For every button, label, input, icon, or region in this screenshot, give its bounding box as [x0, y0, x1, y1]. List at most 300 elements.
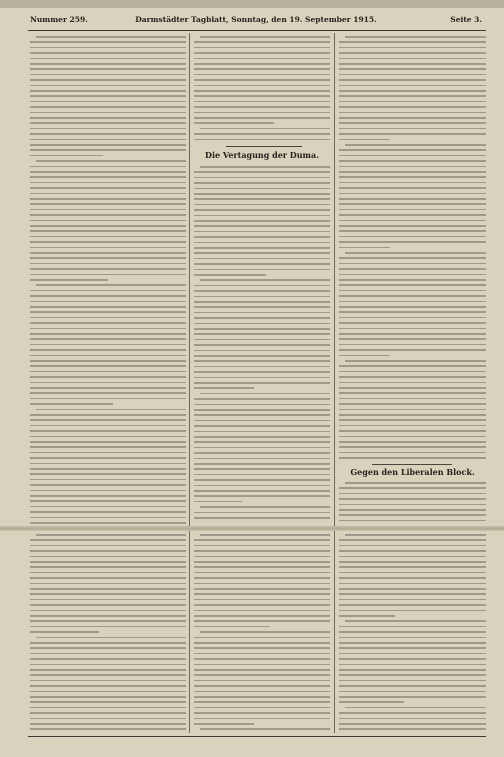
text-line — [194, 366, 330, 368]
text-line — [194, 593, 330, 595]
text-line — [339, 284, 486, 286]
text-line — [30, 338, 186, 340]
text-line — [30, 500, 186, 502]
masthead-date: Darmstädter Tagblatt, Sonntag, den 19. September 1915. — [135, 15, 377, 24]
text-line — [30, 274, 186, 276]
text-line — [194, 637, 330, 639]
text-line — [30, 626, 186, 628]
text-line — [194, 658, 330, 660]
text-line — [339, 203, 486, 205]
text-line — [30, 79, 186, 81]
text-line — [194, 122, 274, 124]
text-line — [30, 149, 186, 151]
text-line — [339, 514, 486, 516]
text-line — [30, 52, 186, 54]
text-line — [194, 177, 330, 179]
text-line — [194, 626, 270, 628]
text-line — [194, 382, 330, 384]
text-line — [339, 674, 486, 676]
text-line — [194, 501, 242, 503]
text-line — [30, 90, 186, 92]
text-line — [339, 712, 486, 714]
text-line — [339, 452, 486, 454]
text-line — [30, 457, 186, 459]
text-line — [36, 160, 186, 162]
text-line — [30, 398, 186, 400]
text-line — [30, 101, 186, 103]
text-line — [194, 204, 330, 206]
text-line — [200, 534, 330, 536]
text-line — [339, 631, 486, 633]
text-line — [194, 301, 330, 303]
text-line — [30, 182, 186, 184]
text-line — [30, 452, 186, 454]
text-line — [339, 257, 486, 259]
text-line — [339, 349, 486, 351]
text-line — [339, 545, 486, 547]
text-line — [36, 284, 186, 286]
text-line — [194, 653, 330, 655]
text-line — [339, 198, 486, 200]
issue-number: Nummer 259. — [30, 15, 88, 24]
text-line — [30, 446, 186, 448]
text-line — [194, 63, 330, 65]
text-line — [30, 685, 186, 687]
text-line — [194, 479, 330, 481]
text-line — [30, 610, 186, 612]
text-line — [30, 517, 186, 519]
text-line — [339, 403, 486, 405]
text-line — [200, 166, 330, 168]
footer-rule — [28, 736, 486, 737]
text-line — [30, 539, 186, 541]
text-line — [30, 425, 186, 427]
text-line — [30, 95, 186, 97]
text-line — [194, 718, 330, 720]
text-line — [339, 398, 486, 400]
text-line — [30, 696, 186, 698]
text-line — [200, 728, 330, 730]
text-line — [30, 566, 186, 568]
text-line — [30, 360, 186, 362]
text-line — [30, 247, 186, 249]
text-line — [339, 626, 486, 628]
text-line — [194, 398, 330, 400]
text-line — [30, 355, 186, 357]
text-line — [194, 344, 330, 346]
text-line — [339, 577, 486, 579]
text-line — [339, 58, 486, 60]
text-line — [194, 545, 330, 547]
text-line — [194, 463, 330, 465]
text-line — [345, 36, 486, 38]
text-line — [339, 85, 486, 87]
text-line — [194, 360, 330, 362]
text-line — [30, 615, 186, 617]
text-line — [194, 452, 330, 454]
text-line — [30, 203, 186, 205]
text-line — [339, 498, 486, 500]
text-line — [339, 122, 486, 124]
text-line — [339, 615, 395, 617]
text-line — [339, 133, 486, 135]
text-line — [30, 701, 186, 703]
text-line — [30, 653, 186, 655]
text-line — [30, 588, 186, 590]
text-line — [30, 658, 186, 660]
text-line — [30, 620, 186, 622]
text-line — [30, 545, 186, 547]
text-line — [30, 387, 186, 389]
text-line — [194, 712, 330, 714]
text-line — [194, 517, 330, 519]
text-line — [200, 36, 330, 38]
text-line — [194, 133, 330, 135]
text-line — [194, 258, 330, 260]
text-line — [339, 301, 486, 303]
text-line — [339, 209, 486, 211]
text-line — [194, 387, 254, 389]
text-line — [345, 252, 486, 254]
text-line — [194, 231, 330, 233]
text-line — [30, 506, 186, 508]
text-line — [194, 106, 330, 108]
text-line — [194, 41, 330, 43]
column-separator — [334, 33, 335, 733]
text-line — [194, 317, 330, 319]
text-line — [194, 247, 330, 249]
text-line — [30, 252, 186, 254]
text-line — [36, 36, 186, 38]
text-line — [339, 647, 486, 649]
text-line — [194, 58, 330, 60]
heading-rule — [372, 464, 452, 465]
text-line — [194, 355, 330, 357]
text-line — [194, 642, 330, 644]
text-line — [30, 723, 186, 725]
text-line — [339, 176, 486, 178]
text-line — [339, 599, 486, 601]
text-line — [194, 420, 330, 422]
text-line — [194, 685, 330, 687]
text-line — [339, 539, 486, 541]
text-line — [194, 599, 330, 601]
text-line — [194, 285, 330, 287]
text-line — [30, 441, 186, 443]
text-line — [339, 696, 486, 698]
text-line — [30, 577, 186, 579]
text-line — [339, 604, 486, 606]
text-line — [345, 482, 486, 484]
text-line — [339, 90, 486, 92]
text-line — [30, 306, 186, 308]
text-line — [30, 484, 186, 486]
text-line — [194, 79, 330, 81]
text-line — [194, 707, 330, 709]
text-line — [194, 323, 330, 325]
text-line — [339, 419, 486, 421]
text-line — [339, 572, 486, 574]
text-line — [194, 274, 266, 276]
text-line — [339, 344, 486, 346]
text-line — [339, 637, 486, 639]
text-line — [339, 685, 486, 687]
column-separator — [189, 33, 190, 733]
text-line — [339, 610, 486, 612]
text-line — [339, 41, 486, 43]
text-line — [339, 550, 486, 552]
text-line — [30, 344, 186, 346]
text-line — [194, 296, 330, 298]
text-line — [339, 425, 486, 427]
text-line — [30, 349, 186, 351]
text-line — [339, 446, 486, 448]
text-line — [339, 392, 486, 394]
text-line — [194, 290, 330, 292]
text-line — [339, 593, 486, 595]
text-line — [339, 160, 486, 162]
text-line — [194, 182, 330, 184]
text-line — [194, 674, 330, 676]
text-line — [339, 365, 486, 367]
text-line — [194, 193, 330, 195]
text-line — [194, 610, 330, 612]
text-line — [194, 696, 330, 698]
text-line — [30, 214, 186, 216]
text-line — [339, 68, 486, 70]
text-line — [194, 550, 330, 552]
text-line — [194, 117, 330, 119]
text-line — [30, 311, 186, 313]
text-line — [339, 182, 486, 184]
text-line — [194, 101, 330, 103]
text-line — [339, 382, 486, 384]
text-line — [345, 620, 486, 622]
text-line — [30, 522, 186, 524]
text-line — [30, 376, 186, 378]
text-line — [339, 642, 486, 644]
text-line — [30, 604, 186, 606]
text-line — [339, 653, 486, 655]
text-line — [30, 187, 186, 189]
text-line — [339, 149, 486, 151]
text-line — [339, 430, 486, 432]
text-line — [339, 457, 486, 459]
text-line — [339, 355, 390, 357]
text-line — [30, 382, 186, 384]
text-line — [30, 171, 186, 173]
text-line — [30, 572, 186, 574]
text-line — [339, 556, 486, 558]
text-line — [194, 350, 330, 352]
text-line — [339, 236, 486, 238]
text-line — [339, 247, 390, 249]
text-line — [30, 392, 186, 394]
text-line — [339, 561, 486, 563]
text-line — [30, 669, 186, 671]
text-line — [30, 230, 186, 232]
text-line — [30, 155, 103, 157]
text-line — [30, 691, 186, 693]
text-line — [30, 556, 186, 558]
text-line — [30, 728, 186, 730]
text-line — [200, 631, 330, 633]
text-line — [339, 669, 486, 671]
text-line — [339, 311, 486, 313]
text-line — [339, 106, 486, 108]
text-line — [339, 658, 486, 660]
text-line — [194, 269, 330, 271]
text-line — [30, 68, 186, 70]
text-line — [345, 144, 486, 146]
text-line — [194, 68, 330, 70]
text-line — [339, 295, 486, 297]
page-fold — [0, 526, 504, 531]
page-top-edge — [0, 0, 504, 8]
text-line — [194, 252, 330, 254]
text-line — [194, 490, 330, 492]
text-line — [30, 193, 186, 195]
heading-rule — [226, 146, 302, 147]
text-line — [339, 52, 486, 54]
text-line — [194, 669, 330, 671]
text-line — [30, 674, 186, 676]
text-line — [194, 647, 330, 649]
text-line — [30, 468, 186, 470]
text-line — [194, 431, 330, 433]
text-line — [194, 588, 330, 590]
text-line — [339, 274, 486, 276]
text-line — [30, 680, 186, 682]
text-line — [194, 561, 330, 563]
header-rule — [28, 30, 486, 31]
text-line — [194, 52, 330, 54]
text-line — [36, 409, 186, 411]
text-line — [30, 718, 186, 720]
text-line — [339, 95, 486, 97]
text-line — [339, 723, 486, 725]
text-line — [339, 493, 486, 495]
text-line — [194, 604, 330, 606]
text-line — [339, 47, 486, 49]
text-line — [30, 106, 186, 108]
text-line — [30, 225, 186, 227]
text-line — [194, 312, 330, 314]
text-line — [339, 701, 404, 703]
text-line — [339, 409, 486, 411]
text-line — [339, 187, 486, 189]
text-line — [194, 306, 330, 308]
text-line — [339, 520, 486, 522]
text-line — [194, 680, 330, 682]
text-line — [30, 647, 186, 649]
text-line — [339, 63, 486, 65]
text-line — [194, 512, 330, 514]
text-line — [30, 176, 186, 178]
text-line — [194, 458, 330, 460]
text-line — [30, 41, 186, 43]
text-line — [30, 268, 186, 270]
text-line — [30, 58, 186, 60]
text-line — [30, 139, 186, 141]
text-line — [30, 63, 186, 65]
text-line — [339, 487, 486, 489]
text-line — [30, 209, 186, 211]
text-line — [339, 166, 486, 168]
text-line — [30, 333, 186, 335]
text-line — [339, 566, 486, 568]
text-line — [200, 506, 330, 508]
text-line — [339, 371, 486, 373]
text-line — [30, 74, 186, 76]
text-line — [339, 220, 486, 222]
text-line — [194, 215, 330, 217]
text-line — [30, 166, 186, 168]
text-line — [30, 317, 186, 319]
text-line — [339, 155, 486, 157]
text-line — [339, 225, 486, 227]
text-line — [339, 338, 486, 340]
text-line — [339, 322, 486, 324]
text-line — [194, 112, 330, 114]
text-line — [339, 441, 486, 443]
text-line — [194, 556, 330, 558]
text-line — [339, 583, 486, 585]
text-line — [339, 317, 486, 319]
text-line — [194, 425, 330, 427]
text-line — [30, 473, 186, 475]
text-line — [194, 615, 330, 617]
text-line — [194, 95, 330, 97]
text-line — [339, 263, 486, 265]
text-line — [30, 593, 186, 595]
text-line — [339, 691, 486, 693]
text-line — [30, 47, 186, 49]
text-line — [194, 447, 330, 449]
text-line — [194, 236, 330, 238]
text-line — [339, 509, 486, 511]
text-line — [200, 279, 330, 281]
text-line — [339, 279, 486, 281]
text-line — [339, 414, 486, 416]
text-line — [200, 128, 330, 130]
text-line — [339, 79, 486, 81]
text-line — [30, 117, 186, 119]
text-line — [194, 47, 330, 49]
text-line — [36, 637, 186, 639]
text-line — [194, 90, 330, 92]
text-line — [339, 230, 486, 232]
text-line — [30, 236, 186, 238]
text-line — [30, 371, 186, 373]
text-line — [339, 504, 486, 506]
text-line — [30, 583, 186, 585]
text-line — [339, 376, 486, 378]
text-line — [30, 112, 186, 114]
text-line — [194, 85, 330, 87]
text-line — [30, 241, 186, 243]
text-line — [30, 419, 186, 421]
text-line — [194, 583, 330, 585]
text-line — [194, 664, 330, 666]
text-line — [345, 360, 486, 362]
text-line — [339, 328, 486, 330]
text-line — [36, 534, 186, 536]
text-line — [30, 631, 99, 633]
text-line — [194, 436, 330, 438]
text-line — [339, 588, 486, 590]
text-line — [30, 263, 186, 265]
